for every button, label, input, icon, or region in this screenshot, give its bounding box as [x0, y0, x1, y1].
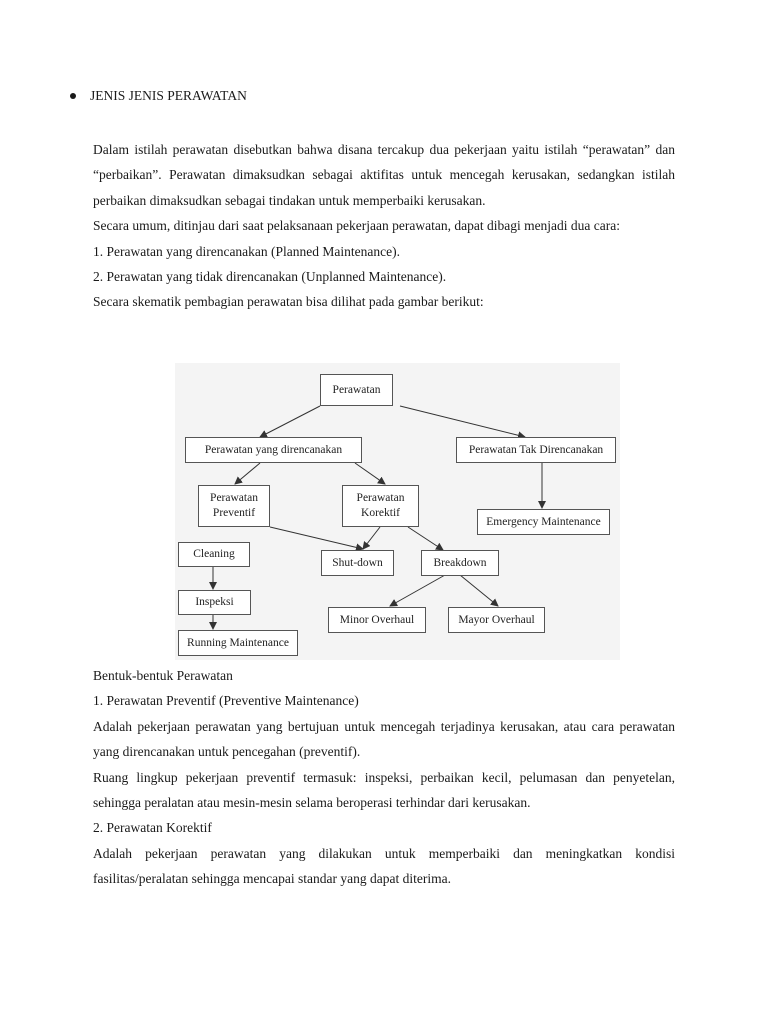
forms-item-1: 1. Perawatan Preventif (Preventive Maintenance) — [93, 693, 359, 709]
bullet-icon — [70, 93, 76, 99]
intro-list-item-2: 2. Perawatan yang tidak direncanakan (Unplanned Maintenance). — [93, 269, 447, 285]
forms-section — [93, 663, 675, 892]
node-inspection: Inspeksi — [178, 590, 251, 615]
node-corrective: Perawatan Korektif — [342, 485, 419, 527]
node-unplanned: Perawatan Tak Direncanakan — [456, 437, 616, 463]
node-major: Mayor Overhaul — [448, 607, 545, 633]
node-minor: Minor Overhaul — [328, 607, 426, 633]
edge-preventive-shutdown — [270, 527, 363, 549]
edge-planned-preventive — [235, 463, 260, 484]
forms-paragraph-2: Ruang lingkup pekerjaan preventif termasuk: inspeksi, perbaikan kecil, pelumasan dan penyetelan, sehingga peralatan atau mesin-mesin selama beroperasi terhindar dari kerusakan. — [93, 769, 675, 811]
edge-breakdown-major — [460, 575, 498, 606]
node-root: Perawatan — [320, 374, 393, 406]
node-preventive: Perawatan Preventif — [198, 485, 270, 527]
intro-paragraph-1: Dalam istilah perawatan disebutkan bahwa disana tercakup dua pekerjaan yaitu istilah “perawatan” dan “perbaikan”. Perawatan dimaksudkan sebagai aktifitas untuk mencegah kerusakan, sedangkan istilah perbaikan dimaksudkan sebagai tindakan untuk memperbaiki kerusakan. — [93, 142, 675, 208]
edge-root-planned — [260, 406, 320, 437]
node-breakdown: Breakdown — [421, 550, 499, 576]
edge-planned-corrective — [355, 463, 385, 484]
edge-breakdown-minor — [390, 575, 445, 606]
node-emergency: Emergency Maintenance — [477, 509, 610, 535]
intro-paragraph-3: Secara skematik pembagian perawatan bisa dilihat pada gambar berikut: — [93, 294, 484, 310]
forms-paragraph-1: Adalah pekerjaan perawatan yang bertujuan untuk mencegah terjadinya kerusakan, atau cara perawatan yang direncanakan untuk pencegahan (preventif). — [93, 718, 675, 760]
edge-corrective-shutdown — [363, 527, 380, 549]
intro-paragraph-2: Secara umum, ditinjau dari saat pelaksanaan pekerjaan perawatan, dapat dibagi menjadi dua cara: — [93, 218, 621, 234]
node-shutdown: Shut-down — [321, 550, 394, 576]
intro-list-item-1: 1. Perawatan yang direncanakan (Planned Maintenance). — [93, 243, 400, 259]
forms-item-2: 2. Perawatan Korektif — [93, 820, 212, 836]
edge-corrective-breakdown — [408, 527, 443, 550]
node-cleaning: Cleaning — [178, 542, 250, 567]
node-running: Running Maintenance — [178, 630, 298, 656]
heading-text: JENIS JENIS PERAWATAN — [90, 88, 247, 103]
section-heading — [70, 88, 247, 104]
forms-title: Bentuk-bentuk Perawatan — [93, 668, 233, 683]
forms-paragraph-3: Adalah pekerjaan perawatan yang dilakukan untuk memperbaiki dan meningkatkan kondisi fasilitas/peralatan sehingga mencapai standar yang dapat diterima. — [93, 845, 675, 887]
intro-section — [93, 137, 675, 315]
node-planned: Perawatan yang direncanakan — [185, 437, 362, 463]
maintenance-diagram — [175, 363, 620, 660]
edge-root-unplanned — [400, 406, 525, 437]
